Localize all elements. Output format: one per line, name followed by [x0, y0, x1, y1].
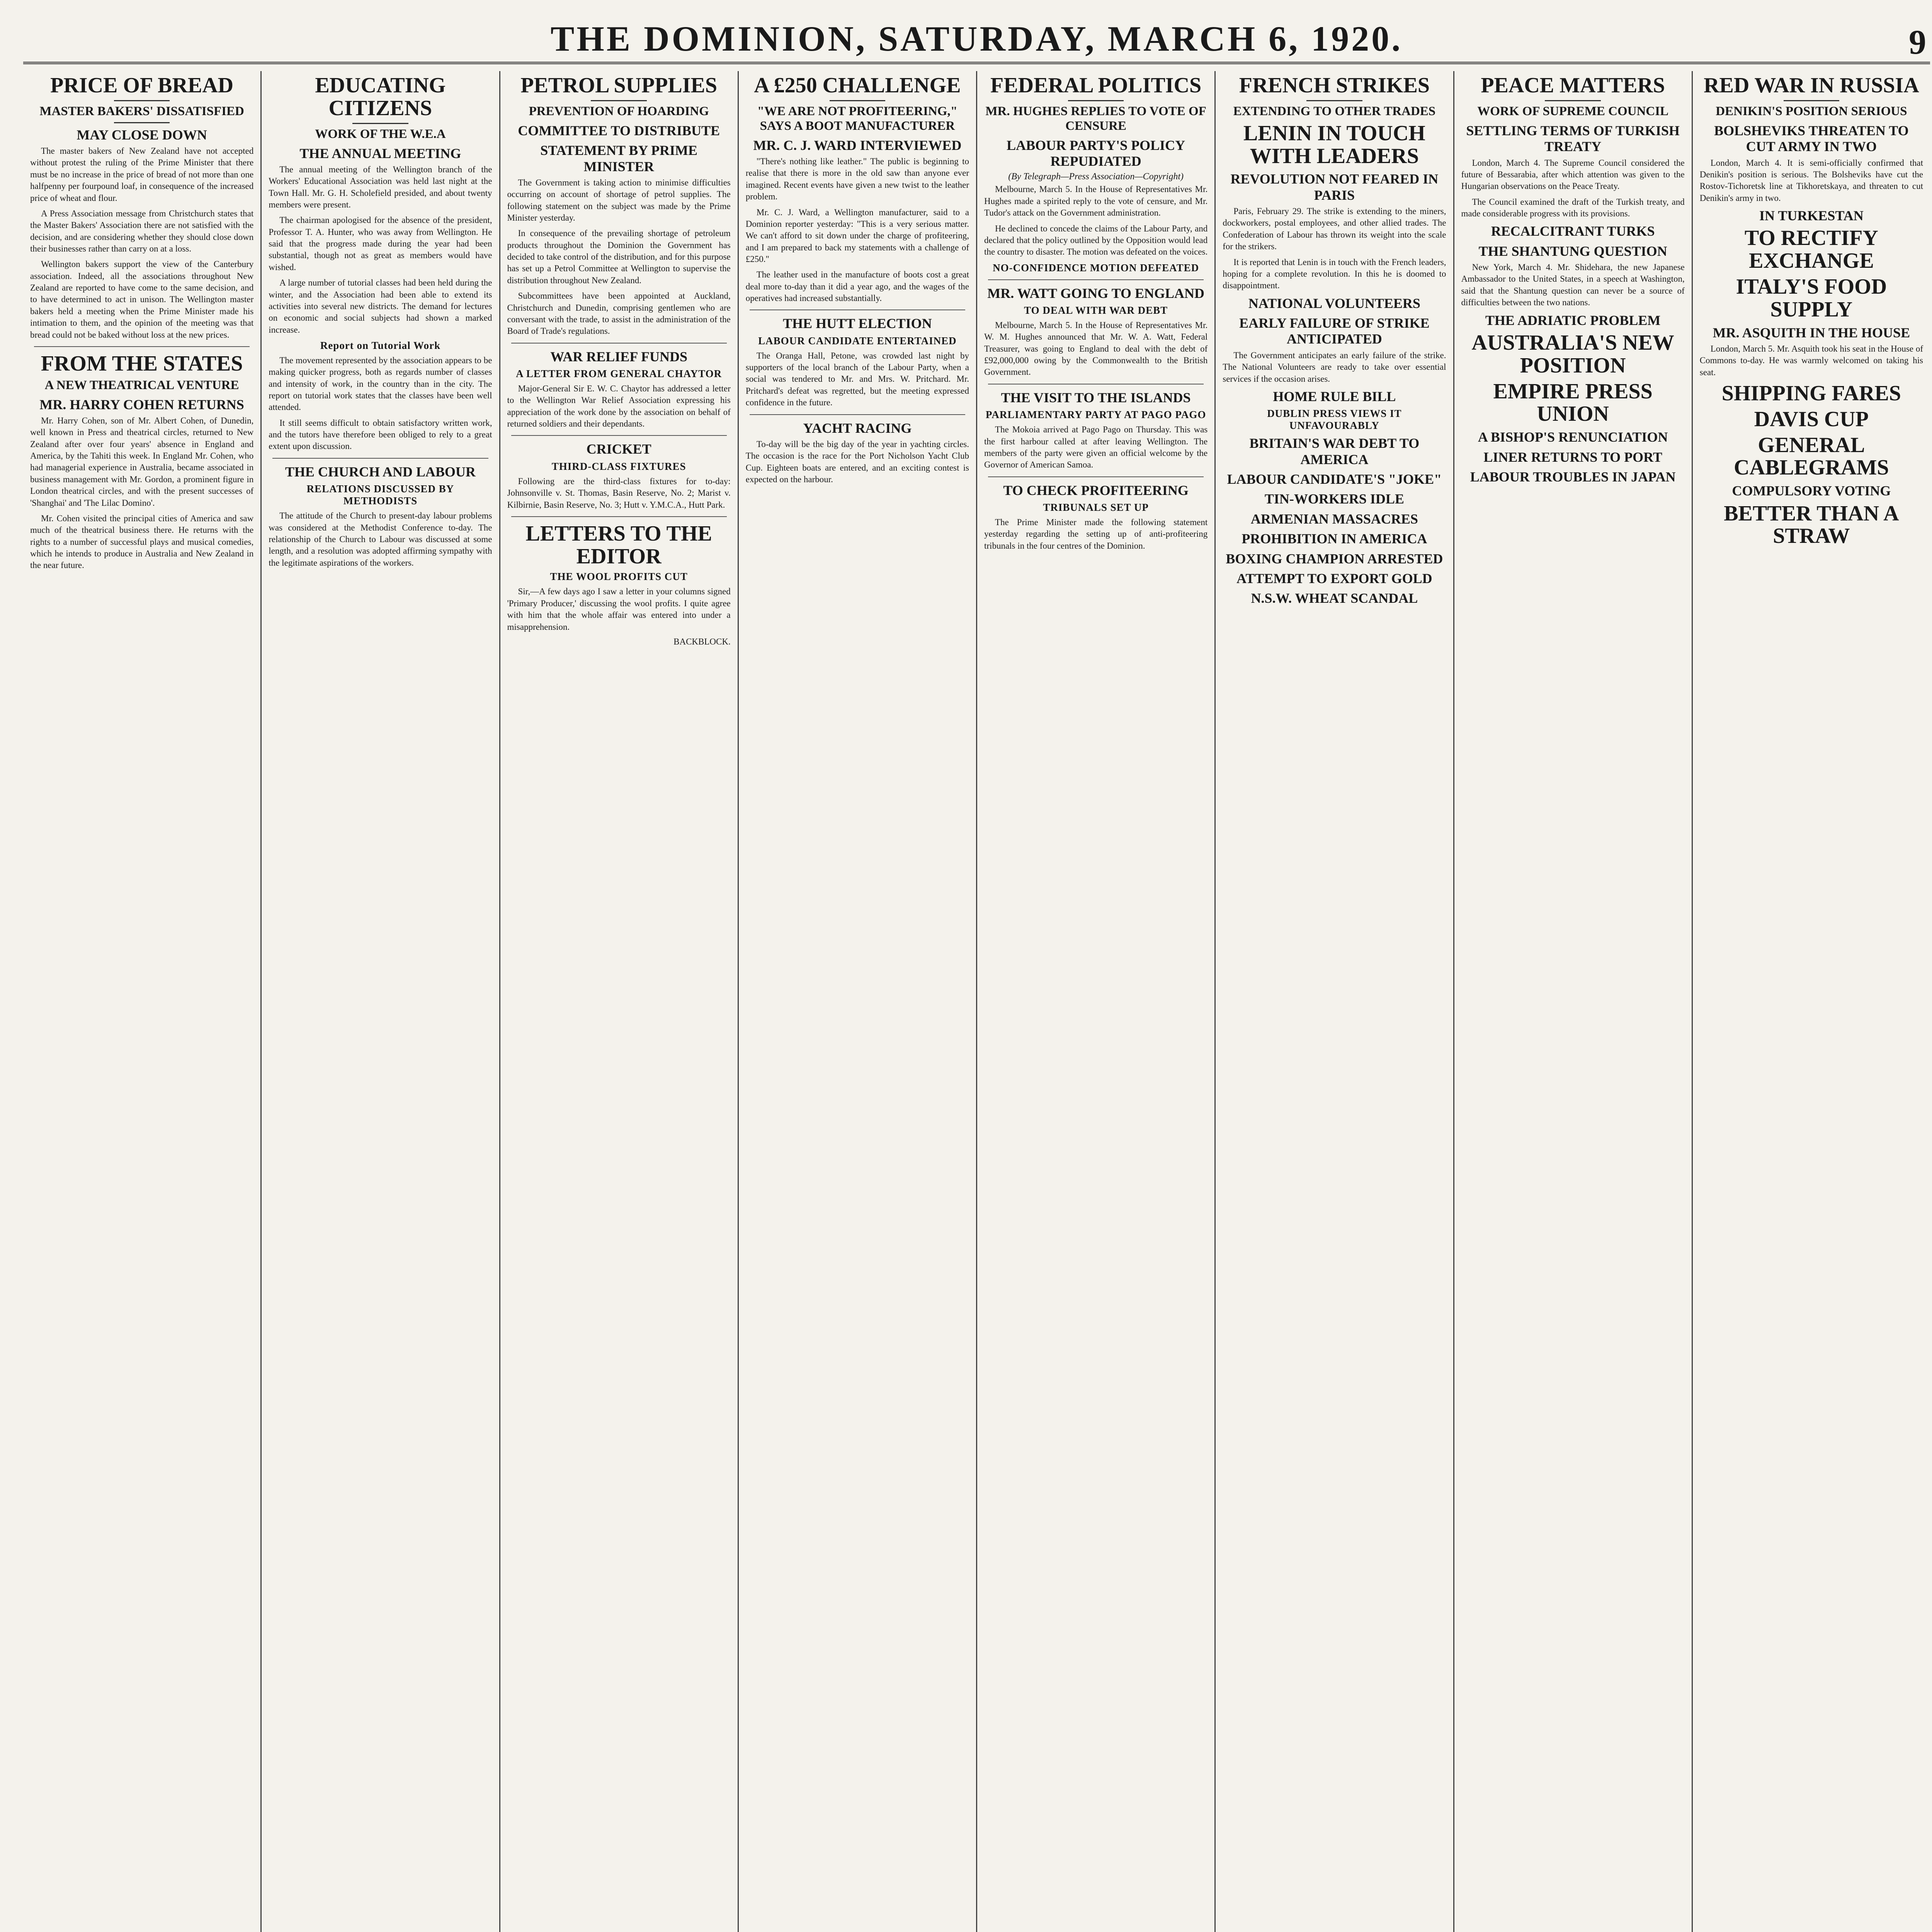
- subheadline: WORK OF SUPREME COUNCIL: [1477, 104, 1668, 118]
- section-subhead: DUBLIN PRESS VIEWS IT UNFAVOURABLY: [1267, 408, 1402, 432]
- headline-250-challenge: A £250 CHALLENGE: [754, 73, 961, 97]
- headline: GENERAL CABLEGRAMS: [1734, 433, 1889, 480]
- column-petrol: [499, 71, 738, 1932]
- subheadline: EXTENDING TO OTHER TRADES: [1233, 104, 1436, 118]
- divider: [1068, 100, 1124, 101]
- story-divider: [988, 279, 1204, 280]
- subheadline: MASTER BAKERS' DISSATISFIED: [39, 104, 244, 118]
- section-subhead: NO-CONFIDENCE MOTION DEFEATED: [993, 262, 1199, 274]
- deck: THE ANNUAL MEETING: [299, 145, 461, 161]
- headline: THE SHANTUNG QUESTION: [1478, 243, 1667, 259]
- story-divider: [988, 476, 1204, 477]
- section-subhead: TO DEAL WITH WAR DEBT: [1024, 304, 1168, 316]
- masthead-title: THE DOMINION, SATURDAY, MARCH 6, 1920.: [550, 19, 1403, 58]
- section-subhead: PARLIAMENTARY PARTY AT PAGO PAGO: [985, 409, 1206, 421]
- headline: NATIONAL VOLUNTEERS: [1248, 295, 1420, 311]
- story-divider: [750, 414, 965, 415]
- divider: [591, 100, 647, 101]
- deck: SETTLING TERMS OF TURKISH TREATY: [1466, 122, 1680, 155]
- paragraph: He declined to concede the claims of the Labour Party, and declared that the policy outlined by the Opposition would lead the country to disaster. The motion was defeated on the voices.: [984, 223, 1208, 257]
- paragraph: Major-General Sir E. W. C. Chaytor has addressed a letter to the Wellington War Relief Association expressing his appreciation of the work done by the association on behalf of returned soldiers and their dependants.: [507, 383, 731, 429]
- dateline: (By Telegraph—Press Association—Copyright): [1008, 172, 1184, 182]
- headline: AUSTRALIA'S NEW POSITION: [1471, 330, 1674, 378]
- paragraph: The Prime Minister made the following statement yesterday regarding the setting up of anti-profiteering tribunals in the four centres of the Dominion.: [984, 517, 1208, 551]
- headline: ATTEMPT TO EXPORT GOLD: [1236, 571, 1432, 586]
- paragraph: In consequence of the prevailing shortage of petroleum products throughout the Dominion the Government has decided to take control of the distribution, and for this purpose has set up a Petrol Committee at Wellington to supervise the distribution throughout New Zealand.: [507, 228, 731, 285]
- headline-war-relief-funds: WAR RELIEF FUNDS: [550, 349, 687, 364]
- column-french: [1214, 71, 1453, 1932]
- headline-french-strikes: FRENCH STRIKES: [1239, 73, 1430, 97]
- headline: BETTER THAN A STRAW: [1724, 501, 1899, 548]
- paragraph: The leather used in the manufacture of boots cost a great deal more to-day than it did a year ago, and the wages of the operatives had increased substantially.: [745, 270, 969, 303]
- headline: N.S.W. WHEAT SCANDAL: [1251, 590, 1418, 606]
- story-divider: [511, 343, 727, 344]
- paragraph: The chairman apologised for the absence of the president, Professor T. A. Hunter, who was away from Wellington. He said that the progress made during the year had been substantial, though not as great as members would have wished.: [269, 215, 492, 272]
- paragraph: It is reported that Lenin is in touch with the French leaders, hoping for a complete revolution. In this he is doomed to disappointment.: [1223, 257, 1446, 291]
- paragraph: The movement represented by the association appears to be making quicker progress, both as regards number of classes and intensity of work, in the country than in the city. The report on tutorial work states that the classes have been well attended.: [269, 355, 492, 412]
- paragraph: Following are the third-class fixtures for to-day: Johnsonville v. St. Thomas, Basin Reserve, No. 2; Marist v. Kilbirnie, Basin Reserve, No. 3; Hutt v. Y.M.C.A., Hutt Park.: [507, 476, 731, 510]
- paragraph: The Oranga Hall, Petone, was crowded last night by supporters of the local branch of the Labour Party, when a social was tendered to Mr. and Mrs. W. Pritchard. Mr. Pritchard's defeat was regretted, but the meeting expressed confidence in the future.: [745, 350, 969, 408]
- headline: EMPIRE PRESS UNION: [1493, 379, 1653, 426]
- headline-petrol-supplies: PETROL SUPPLIES: [520, 73, 718, 97]
- section-subhead: LABOUR CANDIDATE ENTERTAINED: [758, 335, 957, 347]
- divider: [114, 100, 170, 101]
- headline-peace-matters: PEACE MATTERS: [1481, 73, 1665, 97]
- divider: [830, 100, 886, 101]
- headline: BOXING CHAMPION ARRESTED: [1226, 551, 1443, 566]
- headline: DAVIS CUP: [1754, 407, 1869, 431]
- deck: REVOLUTION NOT FEARED IN PARIS: [1230, 171, 1439, 203]
- page-number: 9: [1909, 23, 1926, 61]
- headline: ARMENIAN MASSACRES: [1250, 511, 1418, 527]
- paragraph: The annual meeting of the Wellington branch of the Workers' Educational Association was held last night at the Town Hall. Mr. G. H. Scholefield presided, and about twenty members were present.: [269, 164, 492, 209]
- letter-signoff: BACKBLOCK.: [673, 636, 731, 646]
- headline-price-of-bread: PRICE OF BREAD: [50, 73, 234, 97]
- divider: [1545, 100, 1601, 101]
- headline: SHIPPING FARES: [1721, 381, 1901, 405]
- headline: ITALY'S FOOD SUPPLY: [1736, 274, 1887, 321]
- paragraph: Mr. Cohen visited the principal cities of America and saw much of the theatrical business there. He returns with the rights to a number of successful plays and musical comedies, which he intends to produce in Australia and New Zealand in the near future.: [30, 513, 254, 570]
- story-divider: [511, 435, 727, 436]
- headline: HOME RULE BILL: [1273, 388, 1396, 404]
- paragraph: New York, March 4. Mr. Shidehara, the new Japanese Ambassador to the United States, in a speech at Washington, said that the Shantung question can never be a source of difficulties between the two nations.: [1461, 262, 1685, 308]
- paragraph: A Press Association message from Christchurch states that the Master Bakers' Association there are not satisfied with the decision, and are considering whether they should close down their businesses rather than carry on at a loss.: [30, 208, 254, 253]
- deck: LENIN IN TOUCH WITH LEADERS: [1243, 121, 1425, 168]
- paragraph: Paris, February 29. The strike is extending to the miners, dockworkers, postal employees, and other allied trades. The Confederation of Labour has thrown its weight into the scale for the strikers.: [1223, 206, 1446, 252]
- subheadline: DENIKIN'S POSITION SERIOUS: [1716, 104, 1907, 118]
- section-subhead: Report on Tutorial Work: [320, 339, 441, 351]
- paragraph: Wellington bakers support the view of the Canterbury association. Indeed, all the associations throughout New Zealand are reported to have come to the same decision, and to have determined to act in unison. The Wellington master bakers held a meeting when the Prime Minister made his intimation to them, and the opinion of the meeting was that bread could not be baked without loss at the new prices.: [30, 259, 254, 340]
- story-divider: [34, 346, 250, 347]
- headline-hutt-election: THE HUTT ELECTION: [783, 316, 932, 332]
- column-bread: [23, 71, 260, 1932]
- paragraph: The master bakers of New Zealand have not accepted without protest the ruling of the Prime Minister that there must be no increase in the price of bread of not more than one halfpenny per fourpound loaf, in consequence of the increased price of wheat and flour.: [30, 146, 254, 203]
- headline-visit-to-islands: THE VISIT TO THE ISLANDS: [1001, 389, 1191, 405]
- story-divider: [511, 516, 727, 517]
- subheadline: PREVENTION OF HOARDING: [529, 104, 709, 118]
- paragraph: Mr. C. J. Ward, a Wellington manufacturer, said to a Dominion reporter yesterday: "This is a very serious matter. We can't afford to sit down under the charge of profiteering, and I am prepared to back my statements with a challenge of £250.": [745, 207, 969, 264]
- paragraph: Mr. Harry Cohen, son of Mr. Albert Cohen, of Dunedin, well known in Press and theatrical circles, returned to New Zealand after over four years' absence in England and America, by the Tahiti this week. In England Mr. Cohen, who had managerial experience in Australia, became associated in business management with Mr. Gordon, a prominent figure in London theatrical circles, and with the present successes of 'Shanghai' and 'The Lilac Domino'.: [30, 416, 254, 508]
- section-subhead: RELATIONS DISCUSSED BY METHODISTS: [306, 483, 454, 507]
- paragraph: Sir,—A few days ago I saw a letter in your columns signed 'Primary Producer,' discussing the wool profits. I quite agree with him that the whole affair was entered into under a misapprehension.: [507, 587, 731, 632]
- masthead: [23, 15, 1930, 64]
- deck: MR. HARRY COHEN RETURNS: [39, 396, 244, 412]
- headline: COMPULSORY VOTING: [1732, 483, 1891, 499]
- section-subhead: THE WOOL PROFITS CUT: [550, 571, 688, 583]
- headline-educating-citizens: EDUCATING CITIZENS: [315, 73, 446, 120]
- deck: COMMITTEE TO DISTRIBUTE: [518, 122, 720, 138]
- divider: [1306, 100, 1362, 101]
- paragraph: London, March 4. The Supreme Council considered the future of Bessarabia, after which attention was given to the Hungarian observations on the Peace Treaty.: [1461, 158, 1685, 191]
- paragraph: The Mokoia arrived at Pago Pago on Thursday. This was the first harbour called at after leaving Wellington. The members of the party were given an official welcome by the Governor of American Samoa.: [984, 425, 1208, 470]
- story-divider: [272, 458, 488, 459]
- paragraph: Subcommittees have been appointed at Auckland, Christchurch and Dunedin, comprising gentlemen who are conversant with the trade, to assist in the administration of the Board of Trade's regulations.: [507, 291, 731, 336]
- column-citizens: [260, 71, 499, 1932]
- paragraph: The Government anticipates an early failure of the strike. The National Volunteers are ready to take over essential services if the occasion arises.: [1223, 350, 1446, 384]
- headline: BRITAIN'S WAR DEBT TO AMERICA: [1249, 435, 1420, 467]
- headline-church-and-labour: THE CHURCH AND LABOUR: [285, 464, 476, 480]
- headline-check-profiteering: TO CHECK PROFITEERING: [1003, 482, 1189, 498]
- headline: TIN-WORKERS IDLE: [1264, 491, 1404, 507]
- paragraph: London, March 5. Mr. Asquith took his seat in the House of Commons to-day. He was warmly welcomed on taking his seat.: [1699, 344, 1923, 377]
- headline: LINER RETURNS TO PORT: [1483, 449, 1662, 465]
- subheadline: MR. HUGHES REPLIES TO VOTE OF CENSURE: [985, 104, 1206, 133]
- divider: [114, 122, 170, 123]
- deck: MR. C. J. WARD INTERVIEWED: [753, 137, 962, 153]
- subheadline: "WE ARE NOT PROFITEERING," SAYS A BOOT MANUFACTURER: [757, 104, 958, 133]
- headline-federal-politics: FEDERAL POLITICS: [990, 73, 1202, 97]
- headline-letters-to-editor: LETTERS TO THE EDITOR: [526, 521, 712, 568]
- column-challenge: [738, 71, 976, 1932]
- column-federal: [976, 71, 1214, 1932]
- headline: IN TURKESTAN: [1759, 207, 1864, 223]
- columns: [23, 71, 1930, 1932]
- headline-cricket: CRICKET: [586, 441, 651, 457]
- section-subhead: THIRD-CLASS FIXTURES: [551, 460, 686, 472]
- paragraph: Melbourne, March 5. In the House of Representatives Mr. Hughes made a spirited reply to the vote of censure, and Mr. Tudor's attack on the Government administration.: [984, 184, 1208, 218]
- headline-from-the-states: FROM THE STATES: [41, 351, 243, 376]
- deck: MAY CLOSE DOWN: [77, 127, 207, 143]
- paragraph: A large number of tutorial classes had been held during the winter, and the Association had been able to extend its activities into several new districts. The demand for lectures on economic and social subjects had shown a marked increase.: [269, 278, 492, 335]
- headline: MR. ASQUITH IN THE HOUSE: [1713, 325, 1910, 340]
- headline-yacht-racing: YACHT RACING: [803, 420, 912, 436]
- divider: [1784, 100, 1840, 101]
- headline: TO RECTIFY EXCHANGE: [1744, 226, 1878, 273]
- headline: LABOUR CANDIDATE'S "JOKE": [1227, 471, 1442, 487]
- headline: RECALCITRANT TURKS: [1491, 223, 1655, 239]
- section-subhead: TRIBUNALS SET UP: [1043, 502, 1149, 514]
- divider: [352, 123, 408, 124]
- column-russia: [1692, 71, 1930, 1932]
- headline: PROHIBITION IN AMERICA: [1242, 531, 1427, 547]
- paragraph: The Council examined the draft of the Turkish treaty, and made considerable progress with its provisions.: [1461, 197, 1685, 218]
- paragraph: To-day will be the big day of the year in yachting circles. The occasion is the race for the Port Nicholson Yacht Club Cup. Eighteen boats are entered, and an exciting contest is expected on the harbour.: [745, 439, 969, 485]
- headline-mr-watt: MR. WATT GOING TO ENGLAND: [987, 285, 1205, 301]
- subheadline: WORK OF THE W.E.A: [315, 127, 446, 141]
- column-peace: [1453, 71, 1692, 1932]
- subheadline: A NEW THEATRICAL VENTURE: [44, 378, 239, 392]
- deck: STATEMENT BY PRIME MINISTER: [540, 143, 697, 174]
- headline: THE ADRIATIC PROBLEM: [1485, 312, 1661, 328]
- headline: LABOUR TROUBLES IN JAPAN: [1470, 469, 1676, 485]
- section-subhead: A LETTER FROM GENERAL CHAYTOR: [516, 367, 722, 379]
- paragraph: It still seems difficult to obtain satisfactory written work, and the tutors have therefore been obliged to rely to a great extent upon discussion.: [269, 418, 492, 451]
- paragraph: "There's nothing like leather." The public is beginning to realise that there is more in the old saw than anyone ever imagined. Recent events have given a new twist to the leather problem.: [745, 156, 969, 202]
- headline: A BISHOP'S RENUNCIATION: [1478, 429, 1668, 445]
- deck: LABOUR PARTY'S POLICY REPUDIATED: [1007, 137, 1185, 169]
- paragraph: Melbourne, March 5. In the House of Representatives Mr. W. M. Hughes announced that Mr. W. A. Watt, Federal Treasurer, was going to England to deal with the debt of £92,000,000 owing by the Commonwealth to the British Government.: [984, 320, 1208, 377]
- paragraph: The Government is taking action to minimise difficulties occurring on account of shortage of petrol supplies. The following statement on the subject was made by the Prime Minister yesterday.: [507, 177, 731, 223]
- deck: BOLSHEVIKS THREATEN TO CUT ARMY IN TWO: [1714, 122, 1909, 155]
- paragraph: London, March 4. It is semi-officially confirmed that Denikin's position is serious. The Bolsheviks have cut the Rostov-Tichoretsk line at Tikhoretskaya, and threaten to cut Denikin's army in two.: [1699, 158, 1923, 203]
- headline-red-war-in-russia: RED WAR IN RUSSIA: [1704, 73, 1919, 97]
- paragraph: The attitude of the Church to present-day labour problems was considered at the Methodist Conference to-day. The relationship of the Church to Labour was discussed at some length, and a resolution was adopted affirming sympathy with the legitimate aspirations of the workers.: [269, 511, 492, 568]
- headline: EARLY FAILURE OF STRIKE ANTICIPATED: [1239, 315, 1430, 347]
